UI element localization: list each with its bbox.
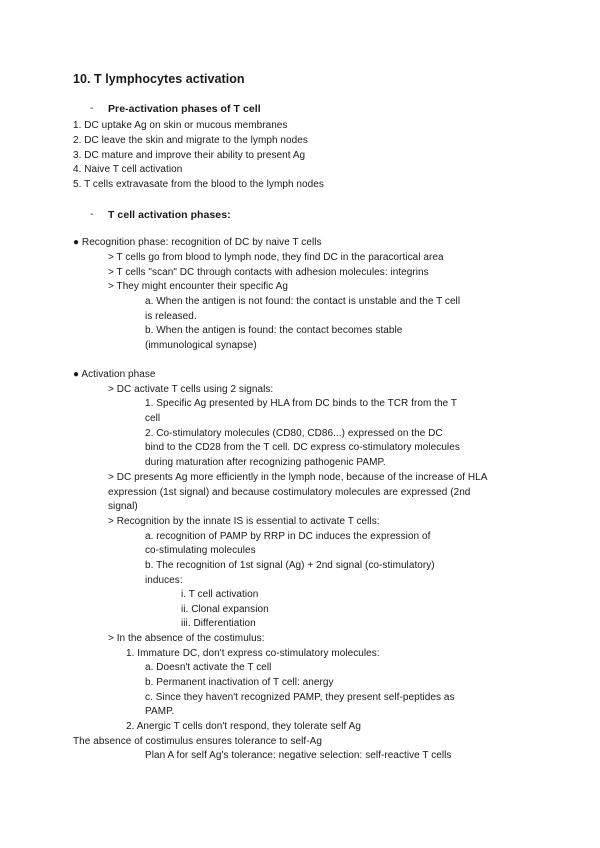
activation-line: expression (1st signal) and because costimulatory molecules are expressed (2nd <box>108 487 471 498</box>
activation-line: cell <box>145 413 161 424</box>
activation-line: co-stimulating molecules <box>145 545 256 556</box>
activation-line: 2. Anergic T cells don't respond, they tolerate self Ag <box>126 721 361 732</box>
recognition-heading: ● Recognition phase: recognition of DC by naive T cells <box>73 237 322 248</box>
activation-heading: ● Activation phase <box>73 369 156 380</box>
activation-line: c. Since they haven't recognized PAMP, they present self-peptides as <box>145 692 455 703</box>
activation-line: The absence of costimulus ensures tolerance to self-Ag <box>73 736 322 747</box>
activation-line: bind to the CD28 from the T cell. DC express co-stimulatory molecules <box>145 442 460 453</box>
activation-line: a. Doesn't activate the T cell <box>145 662 272 673</box>
list-item: 2. DC leave the skin and migrate to the lymph nodes <box>73 135 308 146</box>
activation-line: iii. Differentiation <box>181 618 256 629</box>
recognition-line: a. When the antigen is not found: the contact is unstable and the T cell <box>145 296 461 307</box>
recognition-line: (immunological synapse) <box>145 340 257 351</box>
activation-line: ii. Clonal expansion <box>181 604 269 615</box>
activation-line: > Recognition by the innate IS is essential to activate T cells: <box>108 516 380 527</box>
recognition-line: > T cells go from blood to lymph node, they find DC in the paracortical area <box>108 252 444 263</box>
recognition-line: b. When the antigen is found: the contact becomes stable <box>145 325 403 336</box>
activation-line: induces: <box>145 575 183 586</box>
activation-line: > DC activate T cells using 2 signals: <box>108 384 274 395</box>
activation-line: during maturation after recognizing pathogenic PAMP. <box>145 457 386 468</box>
activation-line: > DC presents Ag more efficiently in the lymph node, because of the increase of HLA <box>108 472 488 483</box>
activation-line: 1. Immature DC, don't express co-stimulatory molecules: <box>126 648 380 659</box>
recognition-line: > T cells "scan" DC through contacts with adhesion molecules: integrins <box>108 267 429 278</box>
recognition-line: > They might encounter their specific Ag <box>108 281 288 292</box>
activation-line: 1. Specific Ag presented by HLA from DC binds to the TCR from the T <box>145 398 458 409</box>
list-item: 4. Naive T cell activation <box>73 164 183 175</box>
activation-line: Plan A for self Ag's tolerance: negative selection: self-reactive T cells <box>145 750 452 761</box>
activation-line: > In the absence of the costimulus: <box>108 633 265 644</box>
page-title: 10. T lymphocytes activation <box>73 72 245 86</box>
section2-heading: T cell activation phases: <box>108 209 231 221</box>
activation-line: signal) <box>108 501 138 512</box>
section2-bullet: - <box>90 209 94 220</box>
list-item: 3. DC mature and improve their ability to present Ag <box>73 150 306 161</box>
list-item: 5. T cells extravasate from the blood to the lymph nodes <box>73 179 324 190</box>
activation-line: b. Permanent inactivation of T cell: anergy <box>145 677 334 688</box>
activation-line: b. The recognition of 1st signal (Ag) + 2nd signal (co-stimulatory) <box>145 560 435 571</box>
activation-line: 2. Co-stimulatory molecules (CD80, CD86...) expressed on the DC <box>145 428 443 439</box>
section1-heading: Pre-activation phases of T cell <box>108 103 261 115</box>
activation-line: i. T cell activation <box>181 589 259 600</box>
list-item: 1. DC uptake Ag on skin or mucous membranes <box>73 120 288 131</box>
activation-line: PAMP. <box>145 706 175 717</box>
activation-line: a. recognition of PAMP by RRP in DC induces the expression of <box>145 531 431 542</box>
recognition-line: is released. <box>145 311 197 322</box>
section1-bullet: - <box>90 103 94 114</box>
